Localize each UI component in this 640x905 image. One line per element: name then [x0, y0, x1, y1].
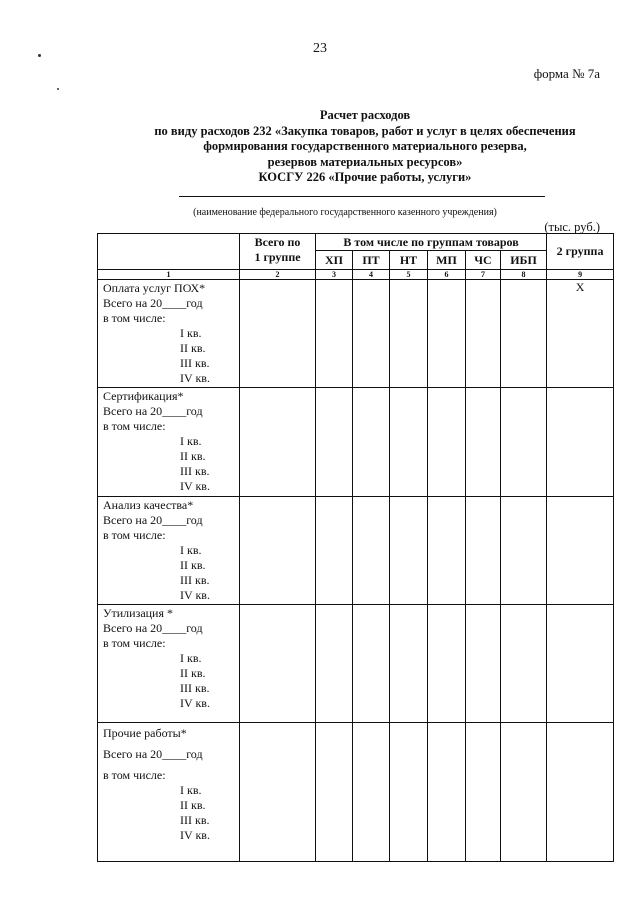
quarter-label: IV кв.: [180, 479, 210, 493]
quarter-label: II кв.: [180, 558, 206, 572]
input-cell[interactable]: [466, 605, 501, 723]
form-label: форма № 7а: [533, 66, 600, 81]
row-name: Прочие работы*: [103, 726, 187, 740]
input-cell[interactable]: [501, 497, 547, 605]
input-cell[interactable]: [428, 605, 466, 723]
header-group-mp: МП: [428, 251, 466, 270]
input-cell[interactable]: [428, 723, 466, 862]
row-label-cell: [98, 280, 240, 388]
row-name: Анализ качества*: [103, 498, 194, 512]
quarter-label: II кв.: [180, 666, 206, 680]
input-cell[interactable]: [316, 280, 353, 388]
quarter-label: III кв.: [180, 464, 210, 478]
header-total-line: 1 группе: [254, 250, 301, 264]
input-cell[interactable]: [316, 388, 353, 497]
input-cell[interactable]: [353, 388, 390, 497]
table-row: [98, 723, 614, 862]
input-cell[interactable]: [390, 723, 428, 862]
row-name: Утилизация *: [103, 606, 174, 620]
row-label-cell: [98, 723, 240, 862]
input-cell[interactable]: [316, 605, 353, 723]
quarter-label: III кв.: [180, 681, 210, 695]
year-line: Всего на 20____год: [103, 513, 203, 527]
input-cell[interactable]: [501, 388, 547, 497]
header-including-groups: В том числе по группам товаров: [316, 234, 547, 251]
column-number: 2: [240, 270, 316, 280]
header-name-cell: [98, 234, 240, 270]
input-cell[interactable]: [428, 497, 466, 605]
input-cell[interactable]: [240, 605, 316, 723]
input-cell[interactable]: [353, 723, 390, 862]
header-group-nt: НТ: [390, 251, 428, 270]
quarter-label: I кв.: [180, 783, 202, 797]
header-group-hp: ХП: [316, 251, 353, 270]
row-label-cell: [98, 605, 240, 723]
quarter-label: III кв.: [180, 813, 210, 827]
quarter-label: IV кв.: [180, 828, 210, 842]
column-number: 3: [316, 270, 353, 280]
group2-cell: Х: [547, 280, 614, 388]
input-cell[interactable]: [501, 723, 547, 862]
input-cell[interactable]: [428, 280, 466, 388]
year-line: Всего на 20____год: [103, 404, 203, 418]
column-number: 7: [466, 270, 501, 280]
row-label-cell: [98, 388, 240, 497]
group2-cell[interactable]: [547, 388, 614, 497]
units-label: (тыс. руб.): [544, 220, 600, 234]
input-cell[interactable]: [390, 605, 428, 723]
quarter-label: III кв.: [180, 573, 210, 587]
including-line: в том числе:: [103, 528, 166, 542]
institution-caption: (наименование федерального государственного казенного учреждения): [193, 207, 497, 218]
header-group-pt: ПТ: [353, 251, 390, 270]
input-cell[interactable]: [390, 497, 428, 605]
input-cell[interactable]: [353, 605, 390, 723]
quarter-label: I кв.: [180, 326, 202, 340]
input-cell[interactable]: [501, 280, 547, 388]
row-name: Оплата услуг ПОХ*: [103, 281, 206, 295]
header-group2: 2 группа: [547, 234, 614, 270]
quarter-label: II кв.: [180, 341, 206, 355]
input-cell[interactable]: [390, 388, 428, 497]
column-number: 5: [390, 270, 428, 280]
quarter-label: III кв.: [180, 356, 210, 370]
header-group-chs: ЧС: [466, 251, 501, 270]
quarter-label: I кв.: [180, 543, 202, 557]
table-row: [98, 280, 614, 388]
page-number: 23: [313, 41, 327, 56]
title-line: КОСГУ 226 «Прочие работы, услуги»: [258, 170, 472, 184]
header-total-group1: [240, 234, 316, 270]
input-cell[interactable]: [466, 497, 501, 605]
input-cell[interactable]: [316, 497, 353, 605]
column-number: 1: [98, 270, 240, 280]
input-cell[interactable]: [353, 497, 390, 605]
quarter-label: IV кв.: [180, 696, 210, 710]
header-group-ibp: ИБП: [501, 251, 547, 270]
title-line: резервов материальных ресурсов»: [267, 154, 463, 169]
input-cell[interactable]: [316, 723, 353, 862]
year-line: Всего на 20____год: [103, 747, 203, 761]
title-line: формирования государственного материального резерва,: [203, 139, 527, 153]
expense-table: [97, 233, 614, 862]
input-cell[interactable]: [240, 497, 316, 605]
row-name: Сертификация*: [103, 389, 184, 403]
quarter-label: I кв.: [180, 434, 202, 448]
title-line: Расчет расходов: [319, 108, 411, 122]
document-title: [0, 108, 640, 186]
year-line: Всего на 20____год: [103, 296, 203, 310]
title-line: по виду расходов 232 «Закупка товаров, работ и услуг в целях обеспечения: [154, 123, 576, 138]
input-cell[interactable]: [466, 280, 501, 388]
quarter-label: II кв.: [180, 798, 206, 812]
including-line: в том числе:: [103, 768, 166, 782]
quarter-label: I кв.: [180, 651, 202, 665]
quarter-label: II кв.: [180, 449, 206, 463]
table-row: [98, 388, 614, 497]
input-cell[interactable]: [240, 723, 316, 862]
table-row: [98, 497, 614, 605]
quarter-label: IV кв.: [180, 371, 210, 385]
column-number: 8: [501, 270, 547, 280]
input-cell[interactable]: [353, 280, 390, 388]
including-line: в том числе:: [103, 419, 166, 433]
input-cell[interactable]: [390, 280, 428, 388]
including-line: в том числе:: [103, 636, 166, 650]
column-number: 4: [353, 270, 390, 280]
input-cell[interactable]: [240, 388, 316, 497]
speck-2: [57, 88, 59, 90]
input-cell[interactable]: [428, 388, 466, 497]
header-total-line: Всего по: [254, 235, 301, 249]
column-number: 6: [428, 270, 466, 280]
group2-cell[interactable]: [547, 497, 614, 605]
speck-1: [38, 54, 41, 57]
input-cell[interactable]: [240, 280, 316, 388]
input-cell[interactable]: [501, 605, 547, 723]
year-line: Всего на 20____год: [103, 621, 203, 635]
quarter-label: IV кв.: [180, 588, 210, 602]
input-cell[interactable]: [466, 723, 501, 862]
column-number: 9: [547, 270, 614, 280]
row-label-cell: [98, 497, 240, 605]
including-line: в том числе:: [103, 311, 166, 325]
group2-cell[interactable]: [547, 605, 614, 723]
group2-cell[interactable]: [547, 723, 614, 862]
input-cell[interactable]: [466, 388, 501, 497]
table-row: [98, 605, 614, 723]
institution-name-line: [179, 196, 545, 197]
